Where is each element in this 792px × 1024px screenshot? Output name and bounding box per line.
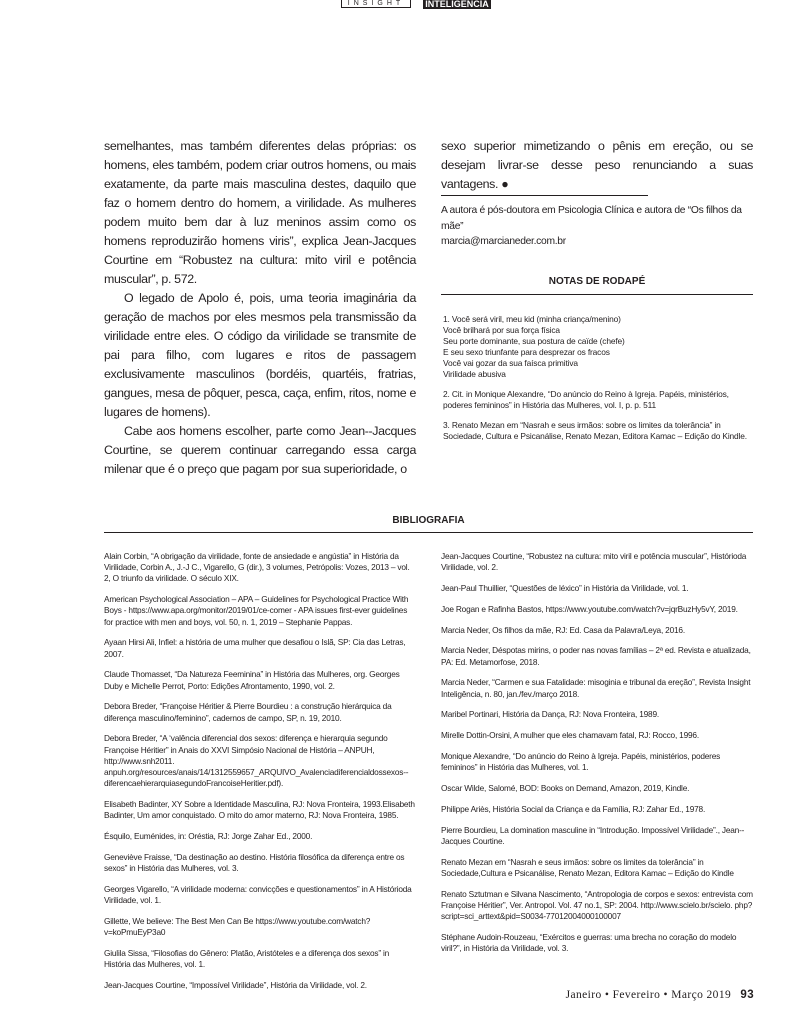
page-number: 93 <box>740 989 754 1001</box>
bibliography-entry: Gillette, We believe: The Best Men Can Be https://www.youtube.com/watch?v=koPmuEyP3a0 <box>104 915 371 938</box>
bibliography-entry: Claude Thomasset, “Da Natureza Feeminina” in História das Mulheres, org. Georges Duby e Michelle Perrot, Porto: Edições Afrontamento, 1990, vol. 2. <box>104 669 400 691</box>
footnote-line: 1. Você será viril, meu kid (minha criança/menino) <box>443 314 621 324</box>
bibliography-entry: Jean-Jacques Courtine, “Impossível Virilidade”, História da Virilidade, vol. 2. <box>104 979 367 990</box>
bibliography-entry: American Psychological Association – APA – Guidelines for Psychological Practice With Boys - https://www.apa.org/monitor/2019/01/ce-comer - APA issues first-ever guidelines for practice with men and boys, vol. 50, n. 1, 2019 – Stephanie Pappas. <box>104 594 409 627</box>
body-paragraph: Cabe aos homens escolher, parte como Jean--Jacques Courtine, se querem continuar carregando essa carga milenar que é o preço que pagam por sua superioridade, o <box>104 424 416 476</box>
footnote-line: Seu porte dominante, sua postura de caïde (chefe) <box>443 336 625 346</box>
bibliography-entry: Georges Vigarello, “A virilidade moderna: convicções e questionamentos” in A Histórioda Virilidade, vol. 1. <box>104 883 412 906</box>
bibliography-entry: Ayaan Hirsi Ali, Infiel: a história de uma mulher que desafiou o Islã, SP: Cia das Letras, 2007. <box>104 637 406 659</box>
footnote-line: E seu sexo triunfante para desprezar os fracos <box>443 347 610 357</box>
bibliography-entry: Marcia Neder, Déspotas mirins, o poder nas novas famílias – 2ª ed. Revista e atualizada, PA: Ed. Metamorfose, 2018. <box>441 645 751 667</box>
bibliography-entry: Monique Alexandre, “Do anúncio do Reino à Igreja. Papéis, ministérios, poderes femininos” in História das Mulheres, vol. 1. <box>441 750 721 773</box>
bibliography-entry: Giulila Sissa, “Filosofias do Gênero: Platão, Aristóteles e a diferença dos sexos” in História das Mulheres, vol. 1. <box>104 947 390 970</box>
bibliography-entry: Elisabeth Badinter, XY Sobre a Identidade Masculina, RJ: Nova Fronteira, 1993.Elisabeth Badinter, Um amor conquistado. O mito do amor materno, RJ: Nova Fronteira, 1985. <box>104 799 415 821</box>
bibliography-entry: Oscar Wilde, Salomé, BOD: Books on Demand, Amazon, 2019, Kindle. <box>441 782 690 793</box>
bibliography-entry: Debora Breder, “Françoise Héritier & Pierre Bourdieu : a construção hierárquica da diferença masculino/feminino”, cadernos de campo, SP, n. 19, 2010. <box>104 701 392 723</box>
bibliography-entry: Renato Sztutman e Silvana Nascimento, “Antropologia de corpos e sexos: entrevista com Françoise Héritier”, Ver. Antropol. Vol. 47 no.1, SP: 2004. http://www.scielo.br/scielo. php?script=sci_arttext&pid=S0034-77012004000100007 <box>441 888 753 921</box>
bibliography-entry: Philippe Ariès, História Social da Criança e da Família, RJ: Zahar Ed., 1978. <box>441 803 706 814</box>
footnote-line: Você vai gozar da sua faísca primitiva <box>443 358 578 368</box>
bibliography-entry: Renato Mezan em “Nasrah e seus irmãos: sobre os limites da tolerância” in Sociedade,Cultura e Psicanálise, Renato Mezan, Editora Kamac – Edição do Kindle <box>441 856 734 878</box>
footnote-3: 3. Renato Mezan em “Nasrah e seus irmãos: sobre os limites da tolerância” in Sociedade, Cultura e Psicanálise, Renato Mezan, Editora Kamac – Edição do Kindle. <box>443 420 747 441</box>
bibliography-entry: Geneviève Fraisse, “Da destinação ao destino. História filosófica da diferença entre os sexos” in História das Mulheres, vol. 3. <box>104 851 405 874</box>
footnotes <box>443 314 755 451</box>
bibliography-divider <box>104 532 753 533</box>
footnotes-divider <box>441 294 753 295</box>
body-paragraph: semelhantes, mas também diferentes delas próprias: os homens, eles também, podem criar outros homens, ou mais exatamente, da parte mais masculina destes, daquilo que faz o homem dentro do homem, a virilidade. As mulheres podem muito bem dar à luz meninos assim como os homens reproduzirão homens viris”, explica Jean-Jacques Courtine em “Robustez na cultura: mito viril e potência muscular”, p. 572. <box>104 139 416 286</box>
bibliography-entry: Debora Breder, “A ‘valência diferencial dos sexos: diferença e hierarquia segundo Françoise Héritier” in Anais do XXVI Simpósio Nacional de História – ANPUH, http://www.snh2011. anpuh.org/resources/anais/14/1312559657_ARQUIVO_Avalenciadiferencialdossexos--diferencaehierarquiasegundoFrancoiseHeritier.pdf). <box>104 733 409 789</box>
bibliography-left-column <box>104 551 416 1001</box>
bibliography-entry: Jean-Paul Thuillier, “Questões de léxico” in História da Virilidade, vol. 1. <box>441 583 689 593</box>
footnote-line: Você brilhará por sua força física <box>443 325 560 335</box>
author-note <box>441 203 761 250</box>
body-paragraph-end: sexo superior mimetizando o pênis em ereção, ou se desejam livrar-se desse peso renunciando a suas vantagens. ● <box>441 139 753 191</box>
footnote-line: Virilidade abusiva <box>443 369 506 379</box>
bibliography-entry: Ésquilo, Euménides, in: Oréstia, RJ: Jorge Zahar Ed., 2000. <box>104 831 313 842</box>
bibliography-entry: Joe Rogan e Rafinha Bastos, https://www.youtube.com/watch?v=jqrBuzHy5vY, 2019. <box>441 603 738 614</box>
inteligencia-tag: INTELIGÊNCIA <box>423 0 491 9</box>
author-bio: A autora é pós-doutora em Psicologia Clínica e autora de “Os filhos da mãe” <box>441 205 742 232</box>
bibliography-heading: BIBLIOGRAFIA <box>392 515 465 526</box>
bibliography-entry: Pierre Bourdieu, La domination masculine in “Introdução. Impossível Virilidade”., Jean--Jacques Courtine. <box>441 824 745 846</box>
bibliography-entry: Stéphane Audoin-Rouzeau, “Exércitos e guerras: uma brecha no coração do modelo viril?”, in História da Virilidade, vol. 3. <box>441 931 737 953</box>
bibliography-entry: Marcia Neder, “Carmen e sua Fatalidade: misoginia e tribunal da ereção”, Revista Insight Inteligência, n. 80, jan./fev./março 2018. <box>441 677 751 699</box>
bibliography-right-column <box>441 551 753 964</box>
bibliography-entry: Alain Corbin, “A obrigação da virilidade, fonte de ansiedade e angústia” in História da Virilidade, Corbin A., J.-J C., Vigarello, G (dir.), 3 volumes, Petrópolis: Vozes, 2013 – vol. 2, O triunfo da virilidade. O século XIX. <box>104 551 410 584</box>
footnotes-heading: NOTAS DE RODAPÉ <box>548 276 646 287</box>
insight-tag: INSIGHT <box>341 0 411 8</box>
bibliography-entry: Maribel Portinari, História da Dança, RJ: Nova Fronteira, 1989. <box>441 709 659 720</box>
body-left-column <box>104 137 416 479</box>
footnote-2: 2. Cit. in Monique Alexandre, “Do anúncio do Reino à Igreja. Papéis, ministérios, poderes femininos” in História das Mulheres, vol. I, p. p. 511 <box>443 389 729 410</box>
bibliography-entry: Mirelle Dottin-Orsini, A mulher que eles chamavam fatal, RJ: Rocco, 1996. <box>441 730 699 741</box>
issue-date: Janeiro • Fevereiro • Março 2019 <box>565 989 732 1001</box>
author-email[interactable]: marcia@marcianeder.com.br <box>441 236 566 247</box>
page-footer <box>566 989 754 1001</box>
footnote-1 <box>443 314 755 380</box>
bibliography-entry: Marcia Neder, Os filhos da mãe, RJ: Ed. Casa da Palavra/Leya, 2016. <box>441 624 685 635</box>
magazine-header-tags <box>341 0 491 9</box>
body-paragraph: O legado de Apolo é, pois, uma teoria imaginária da geração de machos por eles mesmos pela transmissão da virilidade entre eles. O código da virilidade se transmite de pai para filho, com lugares e ritos de passagem exclusivamente masculinos (bordéis, quartéis, fratrias, gangues, mesa de pôquer, pesca, caça, enfim, ritos, nome e lugares de homens). <box>104 291 416 419</box>
signature-divider <box>441 195 648 196</box>
body-right-column <box>441 137 753 194</box>
bibliography-entry: Jean-Jacques Courtine, “Robustez na cultura: mito viril e potência muscular”, Histórioda Virilidade, vol. 2. <box>441 551 747 573</box>
